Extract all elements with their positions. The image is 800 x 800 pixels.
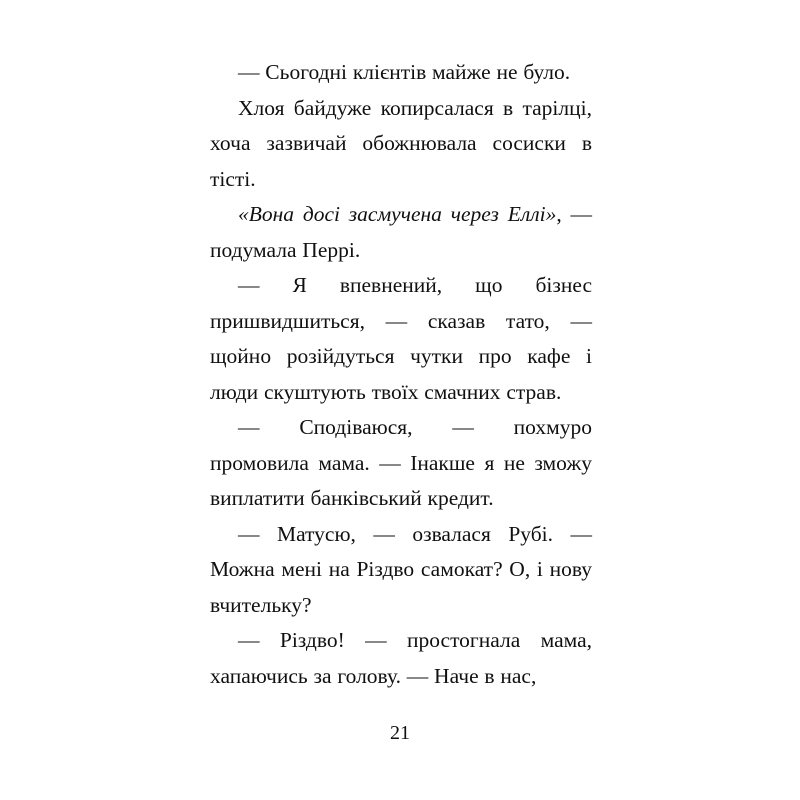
paragraph: — Сподіваюся, — похмуро промовила мама. — Інакше я не зможу виплатити банківський кредит. xyxy=(210,415,592,510)
page-number: 21 xyxy=(390,722,410,744)
paragraph: Хлоя байдуже копирсалася в тарілці, хоча зазвичай обожнювала сосиски в тісті. xyxy=(210,95,592,191)
quote-attribution: , — подумала Перрі. xyxy=(210,202,592,262)
quoted-thought: «Вона досі засмучена через Еллі» xyxy=(238,202,557,226)
paragraph: — Матусю, — озвалася Рубі. — Можна мені на Різдво самокат? О, і нову вчительку? xyxy=(210,521,592,617)
paragraph: — Різдво! — простогнала мама, хапаючись за голову. — Наче в нас, xyxy=(210,628,592,688)
paragraph-with-quote xyxy=(210,197,592,268)
page-text-column xyxy=(210,55,592,694)
paragraph: — Сьогодні клієнтів майже не було. xyxy=(238,60,571,84)
paragraph: — Я впевнений, що бізнес пришвидшиться, — сказав тато, — щойно розійдуться чутки про кафе і люди скуштують твоїх смачних страв. xyxy=(210,273,592,404)
